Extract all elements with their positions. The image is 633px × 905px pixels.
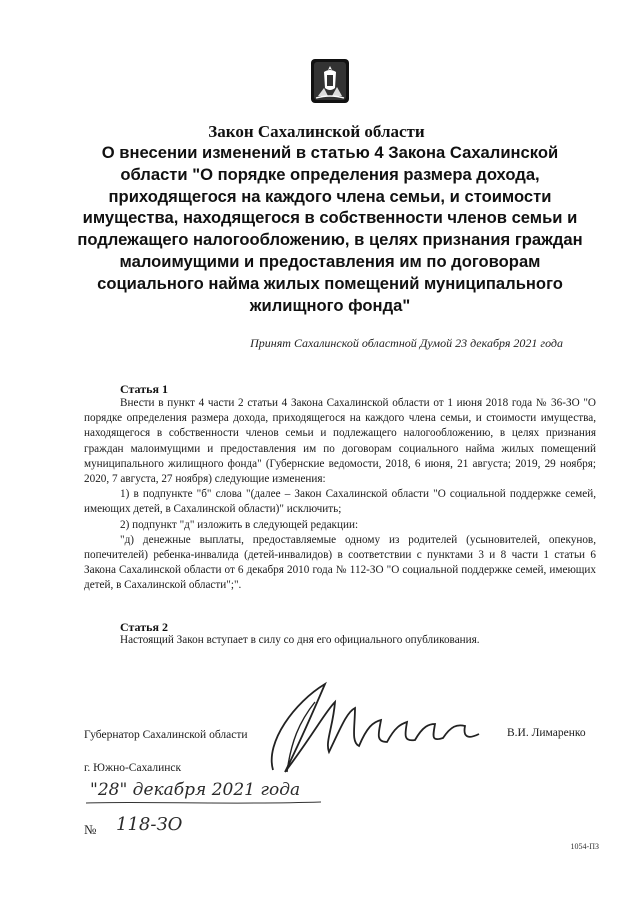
number-prefix: № <box>84 822 97 837</box>
document-code: 1054-ПЗ <box>570 842 599 851</box>
adoption-note: Принят Сахалинской областной Думой 23 декабря 2021 года <box>250 336 563 350</box>
law-title: Закон Сахалинской области <box>208 122 425 141</box>
article-1-body <box>84 396 596 594</box>
coat-of-arms-icon <box>310 58 350 104</box>
article-2-body <box>84 633 596 648</box>
handwritten-number: 118-ЗО <box>116 814 183 835</box>
article-2-paragraph: Настоящий Закон вступает в силу со дня его официального опубликования. <box>120 634 480 646</box>
article-2-heading: Статья 2 <box>120 620 168 634</box>
handwritten-date: "28" декабря 2021 года <box>90 780 301 800</box>
law-subtitle: О внесении изменений в статью 4 Закона Сахалинской области "О порядке определения размера дохода, приходящегося на каждого члена семьи, и стоимости имущества, находящегося в собственности членов семьи и подлежащего налогообложению, в целях признания граждан малоимущими и предоставления им по договорам социального найма жилых помещений муниципального жилищного фонда" <box>77 143 583 315</box>
article-1-paragraph: Внести в пункт 4 части 2 статьи 4 Закона Сахалинской области от 1 июня 2018 года № 36-ЗО "О порядке определения размера дохода, приходящегося на каждого члена семьи, и стоимости имущества, находящегося в собственности членов семьи и подлежащего налогообложению, в целях признания граждан малоимущими и предоставления им по договорам социального найма жилых помещений муниципального жилищного фонда" (Губернские ведомости, 2018, 6 июня, 21 августа; 2019, 29 ноября; 2020, 7 августа, 27 ноября) следующие изменения: <box>84 397 596 486</box>
governor-name: В.И. Лимаренко <box>507 727 586 739</box>
city: г. Южно-Сахалинск <box>84 762 182 774</box>
article-1-paragraph: 2) подпункт "д" изложить в следующей редакции: <box>120 518 359 531</box>
article-1-paragraph: 1) в подпункте "б" слова "(далее – Закон Сахалинской области "О социальной поддержке семей, имеющих детей, в Сахалинской области)" исключить; <box>84 488 596 516</box>
article-1-heading: Статья 1 <box>120 382 168 396</box>
date-underline-icon <box>86 800 321 806</box>
governor-label: Губернатор Сахалинской области <box>84 729 248 741</box>
signature-icon <box>255 672 500 782</box>
article-1-paragraph: "д) денежные выплаты, предоставляемые одному из родителей (усыновителей, опекунов, попечителей) ребенка-инвалида (детей-инвалидов) в соответствии с пунктами 3 и 8 части 1 статьи 6 Закона Сахалинской области от 6 декабря 2010 года № 112-ЗО "О социальной поддержке семей, имеющих детей, в Сахалинской области";". <box>84 533 596 592</box>
